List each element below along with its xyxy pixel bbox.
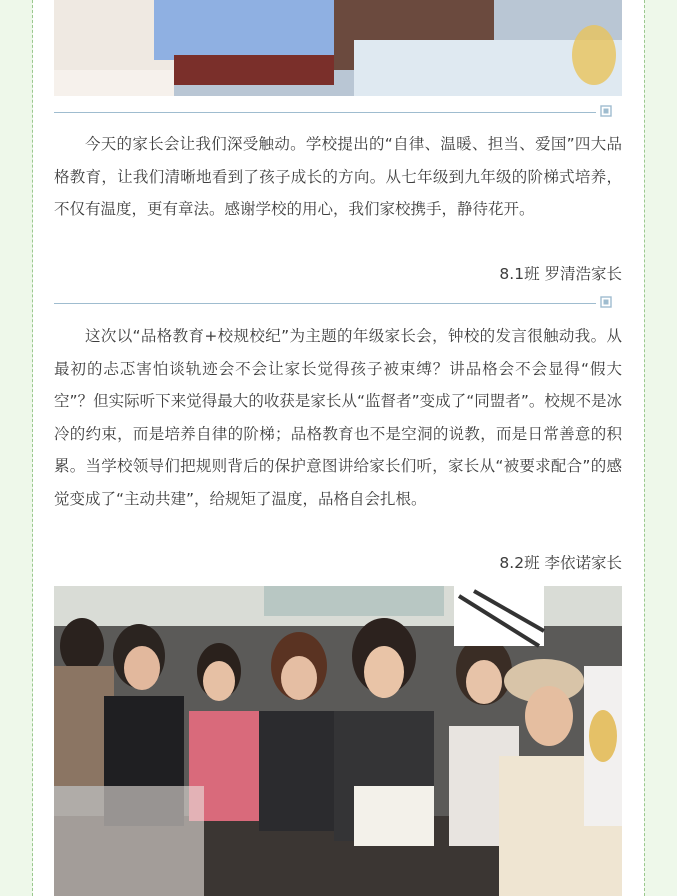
testimonial-text-1: 今天的家长会让我们深受触动。学校提出的“自律、温暖、担当、爱国”四大品格教育，让我们清晰地看到了孩子成长的方向。从七年级到九年级的阶梯式培养，不仅有温度，更有章法。感谢学校的用心，我们家校携手，静待花开。 [54,135,622,219]
article-content [33,0,644,896]
left-border-strip [0,0,33,896]
event-photo-parents-audience [54,586,622,896]
testimonial-text-2: 这次以“品格教育+校规校纪”为主题的年级家长会，钟校的发言很触动我。从最初的忐忑害怕谈轨迹会不会让家长觉得孩子被束缚？讲品格会不会显得“假大空”？但实际听下来觉得最大的收获是家长从“监督者”变成了“同盟者”。校规不是冰冷的约束，而是培养自律的阶梯；品格教育也不是空洞的说教，而是日常善意的积累。当学校领导们把规则背后的保护意图讲给家长们听，家长从“被要求配合”的感觉变成了“主动共建”，给规矩了温度，品格自会扎根。 [54,327,622,508]
section-divider [54,104,622,120]
right-border-strip [644,0,677,896]
section-divider [54,295,622,311]
testimonial-signature-2: 8.2班 李依诺家长 [499,554,622,572]
event-photo-top [54,0,622,96]
testimonial-signature-1: 8.1班 罗清浩家长 [499,265,622,283]
square-corner-icon [600,296,612,308]
square-corner-icon [600,105,612,117]
